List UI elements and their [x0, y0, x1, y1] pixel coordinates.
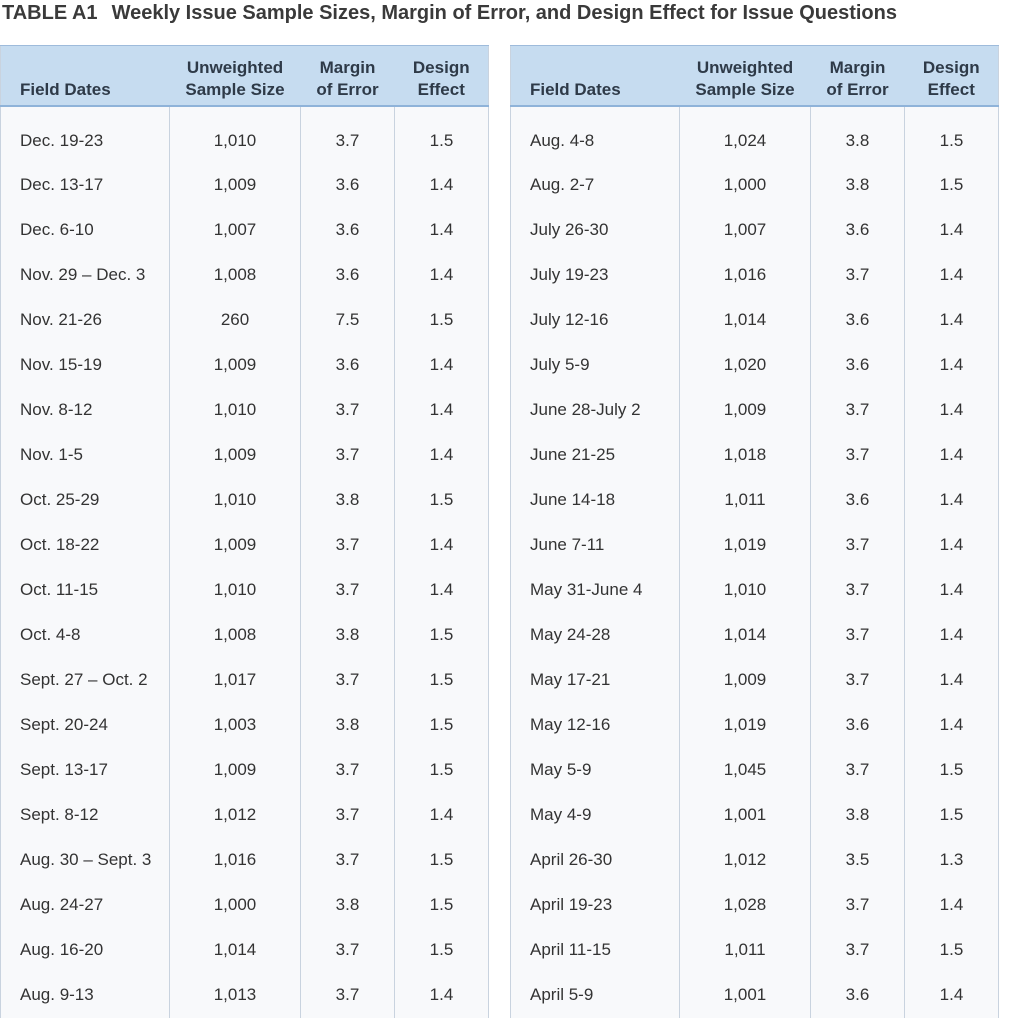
margin-of-error-cell: 3.6 — [301, 208, 395, 253]
sample-size-cell: 1,001 — [680, 793, 811, 838]
design-effect-cell: 1.3 — [905, 838, 999, 883]
margin-of-error-cell: 3.7 — [301, 433, 395, 478]
margin-of-error-cell: 3.7 — [301, 523, 395, 568]
table-row — [511, 388, 999, 433]
field-dates-cell: May 31-June 4 — [511, 568, 680, 613]
sample-size-cell: 1,009 — [170, 163, 301, 208]
sample-size-cell: 1,012 — [170, 793, 301, 838]
field-dates-cell: April 5-9 — [511, 973, 680, 1018]
margin-of-error-cell: 3.6 — [811, 298, 905, 343]
field-dates-cell: Sept. 27 – Oct. 2 — [1, 658, 170, 703]
table-row — [511, 748, 999, 793]
margin-of-error-cell: 7.5 — [301, 298, 395, 343]
margin-of-error-cell: 3.6 — [811, 973, 905, 1018]
margin-of-error-cell: 3.8 — [811, 163, 905, 208]
table-row — [511, 163, 999, 208]
field-dates-cell: Dec. 6-10 — [1, 208, 170, 253]
field-dates-cell: Sept. 8-12 — [1, 793, 170, 838]
margin-of-error-cell: 3.7 — [811, 523, 905, 568]
sample-size-cell: 1,003 — [170, 703, 301, 748]
sample-size-cell: 1,028 — [680, 883, 811, 928]
margin-of-error-cell: 3.7 — [301, 658, 395, 703]
margin-of-error-cell: 3.7 — [811, 748, 905, 793]
table-row — [1, 343, 489, 388]
sample-size-cell: 1,010 — [680, 568, 811, 613]
table-row — [511, 523, 999, 568]
sample-size-cell: 1,013 — [170, 973, 301, 1018]
design-effect-cell: 1.5 — [905, 928, 999, 973]
design-effect-cell: 1.5 — [395, 478, 489, 523]
design-effect-cell: 1.4 — [905, 703, 999, 748]
sample-size-cell: 1,009 — [680, 658, 811, 703]
table-row — [1, 523, 489, 568]
design-effect-cell: 1.4 — [905, 343, 999, 388]
sample-size-cell: 1,011 — [680, 928, 811, 973]
field-dates-cell: May 5-9 — [511, 748, 680, 793]
field-dates-cell: May 4-9 — [511, 793, 680, 838]
margin-of-error-cell: 3.6 — [811, 478, 905, 523]
sample-size-cell: 1,009 — [170, 343, 301, 388]
margin-of-error-cell: 3.7 — [301, 748, 395, 793]
design-effect-cell: 1.5 — [395, 883, 489, 928]
table-row — [511, 928, 999, 973]
table-row — [511, 658, 999, 703]
design-effect-cell: 1.5 — [395, 748, 489, 793]
table-row — [1, 613, 489, 658]
field-dates-cell: May 24-28 — [511, 613, 680, 658]
table-row — [1, 208, 489, 253]
header-margin-of-error: Margin of Error — [301, 46, 395, 106]
design-effect-cell: 1.5 — [395, 613, 489, 658]
table-row — [511, 793, 999, 838]
field-dates-cell: July 26-30 — [511, 208, 680, 253]
table-row — [1, 838, 489, 883]
table-row — [1, 883, 489, 928]
table-row — [511, 343, 999, 388]
margin-of-error-cell: 3.7 — [301, 973, 395, 1018]
sample-size-cell: 1,019 — [680, 703, 811, 748]
design-effect-cell: 1.4 — [905, 253, 999, 298]
field-dates-cell: July 5-9 — [511, 343, 680, 388]
margin-of-error-cell: 3.6 — [301, 253, 395, 298]
sample-size-cell: 1,010 — [170, 106, 301, 163]
field-dates-cell: July 19-23 — [511, 253, 680, 298]
margin-of-error-cell: 3.8 — [301, 613, 395, 658]
design-effect-cell: 1.4 — [395, 433, 489, 478]
field-dates-cell: Aug. 24-27 — [1, 883, 170, 928]
margin-of-error-cell: 3.7 — [811, 613, 905, 658]
sample-size-cell: 1,024 — [680, 106, 811, 163]
table-body-left — [1, 106, 489, 1018]
field-dates-cell: Oct. 25-29 — [1, 478, 170, 523]
margin-of-error-cell: 3.7 — [811, 883, 905, 928]
sample-size-cell: 1,016 — [680, 253, 811, 298]
field-dates-cell: June 28-July 2 — [511, 388, 680, 433]
sample-size-cell: 1,019 — [680, 523, 811, 568]
field-dates-cell: April 26-30 — [511, 838, 680, 883]
table-row — [511, 208, 999, 253]
header-field-dates: Field Dates — [1, 46, 170, 106]
sample-size-cell: 1,001 — [680, 973, 811, 1018]
design-effect-cell: 1.4 — [905, 658, 999, 703]
table-row — [1, 748, 489, 793]
field-dates-cell: Aug. 30 – Sept. 3 — [1, 838, 170, 883]
field-dates-cell: Sept. 20-24 — [1, 703, 170, 748]
design-effect-cell: 1.4 — [395, 343, 489, 388]
table-row — [1, 478, 489, 523]
table-row — [511, 106, 999, 163]
table-row — [1, 703, 489, 748]
design-effect-cell: 1.5 — [395, 106, 489, 163]
margin-of-error-cell: 3.6 — [811, 208, 905, 253]
table-row — [511, 298, 999, 343]
sample-size-cell: 1,011 — [680, 478, 811, 523]
margin-of-error-cell: 3.7 — [811, 433, 905, 478]
table-row — [511, 433, 999, 478]
design-effect-cell: 1.4 — [395, 253, 489, 298]
sample-size-cell: 1,014 — [170, 928, 301, 973]
sample-size-cell: 1,012 — [680, 838, 811, 883]
sample-size-cell: 1,007 — [170, 208, 301, 253]
table-number: TABLE A1 — [2, 2, 98, 24]
sample-size-cell: 1,009 — [170, 748, 301, 793]
table-row — [1, 568, 489, 613]
field-dates-cell: July 12-16 — [511, 298, 680, 343]
margin-of-error-cell: 3.7 — [301, 106, 395, 163]
table-row — [1, 793, 489, 838]
sample-size-cell: 1,009 — [170, 523, 301, 568]
field-dates-cell: Nov. 15-19 — [1, 343, 170, 388]
header-design-effect: Design Effect — [905, 46, 999, 106]
header-row — [511, 46, 999, 106]
design-effect-cell: 1.4 — [905, 478, 999, 523]
sample-size-cell: 1,010 — [170, 388, 301, 433]
design-effect-cell: 1.5 — [395, 658, 489, 703]
sample-size-cell: 1,018 — [680, 433, 811, 478]
design-effect-cell: 1.4 — [395, 388, 489, 433]
table-row — [511, 883, 999, 928]
design-effect-cell: 1.5 — [395, 838, 489, 883]
field-dates-cell: June 7-11 — [511, 523, 680, 568]
design-effect-cell: 1.4 — [905, 613, 999, 658]
margin-of-error-cell: 3.7 — [301, 388, 395, 433]
sample-size-cell: 1,017 — [170, 658, 301, 703]
field-dates-cell: Nov. 8-12 — [1, 388, 170, 433]
sample-size-cell: 1,008 — [170, 613, 301, 658]
sample-size-cell: 1,000 — [170, 883, 301, 928]
design-effect-cell: 1.4 — [905, 388, 999, 433]
margin-of-error-cell: 3.6 — [811, 343, 905, 388]
margin-of-error-cell: 3.8 — [811, 106, 905, 163]
table-row — [511, 973, 999, 1018]
design-effect-cell: 1.4 — [905, 208, 999, 253]
table-row — [511, 253, 999, 298]
sample-size-cell: 1,014 — [680, 298, 811, 343]
field-dates-cell: Nov. 21-26 — [1, 298, 170, 343]
field-dates-cell: Oct. 18-22 — [1, 523, 170, 568]
design-effect-cell: 1.4 — [395, 523, 489, 568]
table-row — [1, 298, 489, 343]
design-effect-cell: 1.4 — [905, 883, 999, 928]
header-margin-of-error: Margin of Error — [811, 46, 905, 106]
margin-of-error-cell: 3.7 — [811, 388, 905, 433]
margin-of-error-cell: 3.7 — [301, 928, 395, 973]
field-dates-cell: Sept. 13-17 — [1, 748, 170, 793]
header-sample-size: Unweighted Sample Size — [170, 46, 301, 106]
table-title — [2, 0, 897, 26]
sample-size-cell: 1,007 — [680, 208, 811, 253]
margin-of-error-cell: 3.6 — [301, 343, 395, 388]
design-effect-cell: 1.4 — [395, 793, 489, 838]
sample-size-cell: 1,008 — [170, 253, 301, 298]
sample-size-cell: 1,010 — [170, 478, 301, 523]
table-body-right — [511, 106, 999, 1018]
field-dates-cell: Oct. 4-8 — [1, 613, 170, 658]
design-effect-cell: 1.4 — [905, 433, 999, 478]
table-right — [510, 45, 999, 1018]
table-row — [511, 838, 999, 883]
design-effect-cell: 1.5 — [905, 748, 999, 793]
table-row — [511, 613, 999, 658]
sample-size-cell: 260 — [170, 298, 301, 343]
table-row — [1, 658, 489, 703]
design-effect-cell: 1.4 — [395, 568, 489, 613]
sample-size-cell: 1,010 — [170, 568, 301, 613]
table-row — [511, 568, 999, 613]
sample-size-cell: 1,009 — [170, 433, 301, 478]
header-design-effect: Design Effect — [395, 46, 489, 106]
design-effect-cell: 1.5 — [395, 703, 489, 748]
field-dates-cell: April 19-23 — [511, 883, 680, 928]
table-caption: Weekly Issue Sample Sizes, Margin of Error, and Design Effect for Issue Questions — [111, 2, 897, 24]
table-row — [1, 973, 489, 1018]
sample-size-cell: 1,020 — [680, 343, 811, 388]
field-dates-cell: June 14-18 — [511, 478, 680, 523]
design-effect-cell: 1.4 — [395, 163, 489, 208]
sample-size-cell: 1,000 — [680, 163, 811, 208]
design-effect-cell: 1.5 — [905, 106, 999, 163]
field-dates-cell: May 17-21 — [511, 658, 680, 703]
design-effect-cell: 1.4 — [905, 298, 999, 343]
design-effect-cell: 1.5 — [395, 928, 489, 973]
field-dates-cell: May 12-16 — [511, 703, 680, 748]
design-effect-cell: 1.4 — [905, 973, 999, 1018]
field-dates-cell: June 21-25 — [511, 433, 680, 478]
field-dates-cell: Aug. 9-13 — [1, 973, 170, 1018]
margin-of-error-cell: 3.6 — [811, 703, 905, 748]
design-effect-cell: 1.4 — [905, 523, 999, 568]
field-dates-cell: Nov. 29 – Dec. 3 — [1, 253, 170, 298]
table-row — [1, 388, 489, 433]
table-row — [1, 106, 489, 163]
margin-of-error-cell: 3.8 — [301, 883, 395, 928]
field-dates-cell: Aug. 4-8 — [511, 106, 680, 163]
field-dates-cell: Aug. 16-20 — [1, 928, 170, 973]
margin-of-error-cell: 3.5 — [811, 838, 905, 883]
margin-of-error-cell: 3.7 — [301, 838, 395, 883]
table-left — [0, 45, 489, 1018]
field-dates-cell: April 11-15 — [511, 928, 680, 973]
field-dates-cell: Aug. 2-7 — [511, 163, 680, 208]
header-row — [1, 46, 489, 106]
design-effect-cell: 1.4 — [395, 208, 489, 253]
design-effect-cell: 1.4 — [905, 568, 999, 613]
table-row — [511, 703, 999, 748]
margin-of-error-cell: 3.7 — [301, 568, 395, 613]
field-dates-cell: Dec. 13-17 — [1, 163, 170, 208]
field-dates-cell: Dec. 19-23 — [1, 106, 170, 163]
sample-size-cell: 1,016 — [170, 838, 301, 883]
table-row — [1, 163, 489, 208]
margin-of-error-cell: 3.7 — [811, 253, 905, 298]
margin-of-error-cell: 3.7 — [811, 568, 905, 613]
design-effect-cell: 1.5 — [395, 298, 489, 343]
sample-size-cell: 1,045 — [680, 748, 811, 793]
table-row — [511, 478, 999, 523]
header-field-dates: Field Dates — [511, 46, 680, 106]
field-dates-cell: Nov. 1-5 — [1, 433, 170, 478]
margin-of-error-cell: 3.8 — [301, 478, 395, 523]
field-dates-cell: Oct. 11-15 — [1, 568, 170, 613]
margin-of-error-cell: 3.7 — [811, 658, 905, 703]
margin-of-error-cell: 3.7 — [301, 793, 395, 838]
margin-of-error-cell: 3.6 — [301, 163, 395, 208]
design-effect-cell: 1.5 — [905, 163, 999, 208]
design-effect-cell: 1.4 — [395, 973, 489, 1018]
table-row — [1, 253, 489, 298]
design-effect-cell: 1.5 — [905, 793, 999, 838]
table-row — [1, 928, 489, 973]
table-row — [1, 433, 489, 478]
header-sample-size: Unweighted Sample Size — [680, 46, 811, 106]
margin-of-error-cell: 3.8 — [301, 703, 395, 748]
margin-of-error-cell: 3.8 — [811, 793, 905, 838]
margin-of-error-cell: 3.7 — [811, 928, 905, 973]
sample-size-cell: 1,009 — [680, 388, 811, 433]
sample-size-cell: 1,014 — [680, 613, 811, 658]
